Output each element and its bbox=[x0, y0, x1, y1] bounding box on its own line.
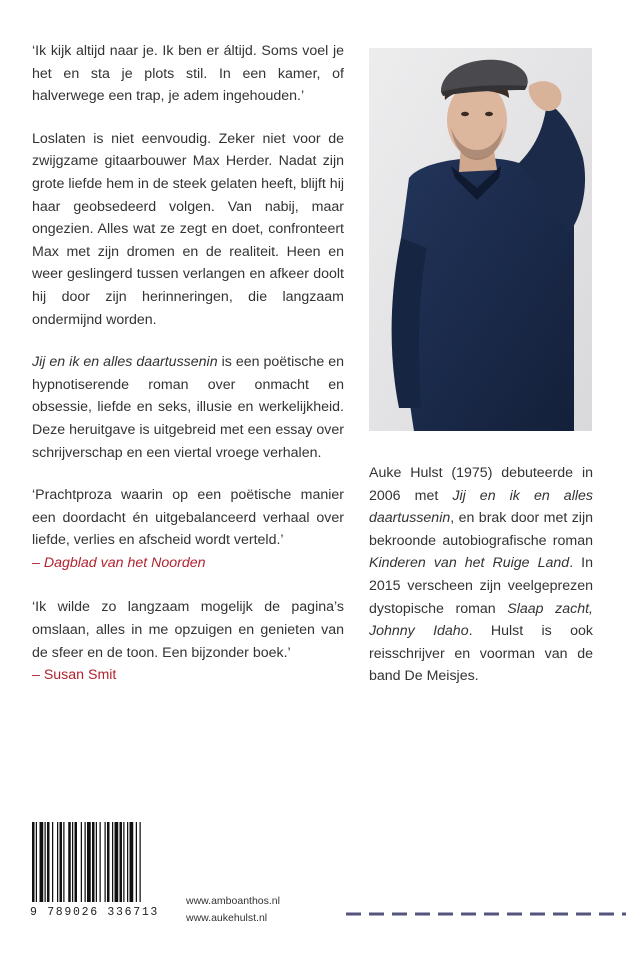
barcode-bar bbox=[60, 822, 63, 902]
barcode-bar bbox=[68, 822, 71, 902]
barcode-bar bbox=[36, 822, 37, 902]
back-cover-blurb bbox=[32, 40, 344, 709]
synopsis-paragraph: Loslaten is niet eenvoudig. Zeker niet voor de zwijgzame gitaarbouwer Max Herder. Nadat zijn grote liefde hem in de steek gelaten heeft, blijft hij haar geobsedeerd volgen. Van nabij, maar ongezien. Alles wat ze zegt en doet, confronteert Max met zijn dromen en de realiteit. Heen en weer geslingerd tussen verlangen en afkeer doolt hij door zijn herinneringen, die langzaam ondermijnd worden. bbox=[32, 130, 344, 328]
barcode-bar bbox=[45, 822, 46, 902]
opening-quote: ‘Ik kijk altijd naar je. Ik ben er áltijd. Soms voel je het en sta je plots stil. In een kamer, of halverwege een trap, je adem ingehouden.’ bbox=[32, 43, 344, 105]
barcode-bar bbox=[115, 822, 119, 902]
publisher-urls bbox=[186, 893, 280, 927]
review-quote-1: ‘Prachtproza waarin op een poëtische manier een doordacht én uitgebalanceerd verhaal over liefde, verlies en afscheid wordt verteld.’ bbox=[32, 487, 344, 549]
review-quote-2: ‘Ik wilde zo langzaam mogelijk de pagina’s omslaan, alles in me opzuigen en genieten van de sfeer en de toon. Een bijzonder boek.’ bbox=[32, 599, 344, 661]
review-source-1: – Dagblad van het Noorden bbox=[32, 554, 206, 571]
barcode-bar bbox=[140, 822, 141, 902]
barcode-bar bbox=[96, 822, 97, 902]
barcode-bar bbox=[127, 822, 128, 902]
barcode-bar bbox=[105, 822, 106, 902]
dashed-rule bbox=[344, 912, 626, 916]
barcode-bar bbox=[100, 822, 101, 902]
isbn-number: 9 789026 336713 bbox=[30, 906, 160, 919]
barcode-bar bbox=[63, 822, 64, 902]
barcode-bar bbox=[112, 822, 113, 902]
url-author[interactable]: www.aukehulst.nl bbox=[186, 912, 268, 924]
barcode-bar bbox=[52, 822, 53, 902]
barcode-bar bbox=[107, 822, 110, 902]
barcode-bar bbox=[47, 822, 50, 902]
description-text: is een poëtische en hypnotiserende roman over onmacht en obsessie, liefde en seks, illusie en werkelijkheid. Deze heruitgave is uitgebreid met een essay over schrijverschap en een viertal vroege verhalen. bbox=[32, 354, 344, 461]
barcode-bar bbox=[32, 822, 35, 902]
barcode-bar bbox=[130, 822, 134, 902]
barcode-bar bbox=[75, 822, 78, 902]
url-publisher[interactable]: www.amboanthos.nl bbox=[186, 895, 280, 907]
barcode-bar bbox=[85, 822, 86, 902]
barcode-bar bbox=[81, 822, 82, 902]
review-source-2: – Susan Smit bbox=[32, 667, 117, 684]
barcode-bar bbox=[120, 822, 123, 902]
barcode-bar bbox=[123, 822, 124, 902]
author-photo bbox=[369, 48, 592, 431]
description-paragraph bbox=[32, 351, 344, 464]
barcode-bar bbox=[57, 822, 58, 902]
barcode-bar bbox=[40, 822, 44, 902]
barcode-bar bbox=[136, 822, 137, 902]
barcode-bar bbox=[72, 822, 73, 902]
book-title: Jij en ik en alles daartussenin bbox=[32, 354, 218, 371]
barcode-bar bbox=[87, 822, 91, 902]
author-bio: Auke Hulst (1975) debuteerde in 2006 met Jij en ik en alles daartussenin, en brak door met zijn bekroonde autobiografische roman Kinderen van het Ruige Land. In 2015 verscheen zijn veelgeprezen dystopische roman Slaap zacht, Johnny Idaho. Hulst is ook reisschrijver en voorman van de band De Meisjes. bbox=[369, 465, 594, 685]
barcode-bar bbox=[92, 822, 95, 902]
